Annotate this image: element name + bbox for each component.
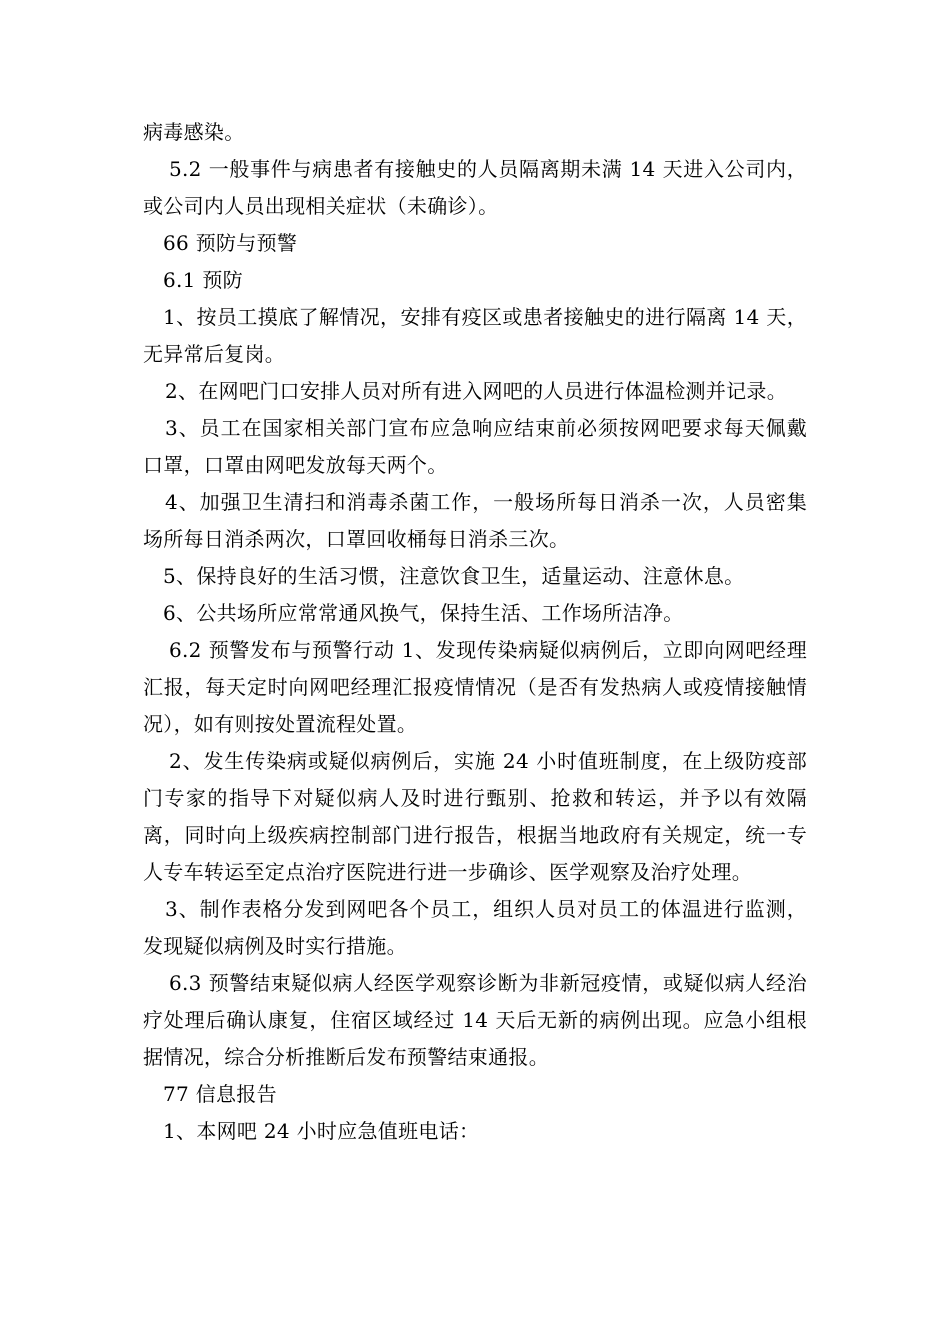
- paragraph-warning-item-3: 3、制作表格分发到网吧各个员工，组织人员对员工的体温进行监测，发现疑似病例及时实行措施。: [143, 897, 807, 958]
- document-body: [143, 114, 807, 1150]
- paragraph-prevention-item-5: 5、保持良好的生活习惯，注意饮食卫生，适量运动、注意休息。: [163, 564, 745, 588]
- paragraph-prevention-item-2: 2、在网吧门口安排人员对所有进入网吧的人员进行体温检测并记录。: [165, 379, 788, 403]
- paragraph-report-item-1: 1、本网吧 24 小时应急值班电话：: [163, 1119, 480, 1143]
- paragraph-prevention-item-6: 6、公共场所应常常通风换气，保持生活、工作场所洁净。: [163, 601, 684, 625]
- section-heading-prevention-warning: 66 预防与预警: [163, 231, 298, 255]
- paragraph-5-2: 5.2 一般事件与病患者有接触史的人员隔离期未满 14 天进入公司内，或公司内人员出现相关症状（未确诊）。: [143, 157, 807, 218]
- paragraph-prevention-item-1: 1、按员工摸底了解情况，安排有疫区或患者接触史的进行隔离 14 天，无异常后复岗。: [143, 305, 807, 366]
- paragraph-warning-item-2: 2、发生传染病或疑似病例后，实施 24 小时值班制度，在上级防疫部门专家的指导下对疑似病人及时进行甄别、抢救和转运，并予以有效隔离，同时向上级疾病控制部门进行报告，根据当地政府有关规定，统一专人专车转运至定点治疗医院进行进一步确诊、医学观察及治疗处理。: [143, 749, 807, 884]
- paragraph-prevention-item-3: 3、员工在国家相关部门宣布应急响应结束前必须按网吧要求每天佩戴口罩，口罩由网吧发放每天两个。: [143, 416, 807, 477]
- subsection-heading-6-1: 6.1 预防: [163, 268, 243, 292]
- section-heading-information-report: 77 信息报告: [163, 1082, 277, 1106]
- paragraph-continuation: 病毒感染。: [143, 120, 245, 144]
- paragraph-6-3-warning-end: 6.3 预警结束疑似病人经医学观察诊断为非新冠疫情，或疑似病人经治疗处理后确认康复，住宿区域经过 14 天后无新的病例出现。应急小组根据情况，综合分析推断后发布预警结束通报。: [143, 971, 807, 1069]
- paragraph-prevention-item-4: 4、加强卫生清扫和消毒杀菌工作，一般场所每日消杀一次，人员密集场所每日消杀两次，口罩回收桶每日消杀三次。: [143, 490, 807, 551]
- paragraph-6-2-warning: 6.2 预警发布与预警行动 1、发现传染病疑似病例后，立即向网吧经理汇报，每天定时向网吧经理汇报疫情情况（是否有发热病人或疫情接触情况），如有则按处置流程处置。: [143, 638, 807, 736]
